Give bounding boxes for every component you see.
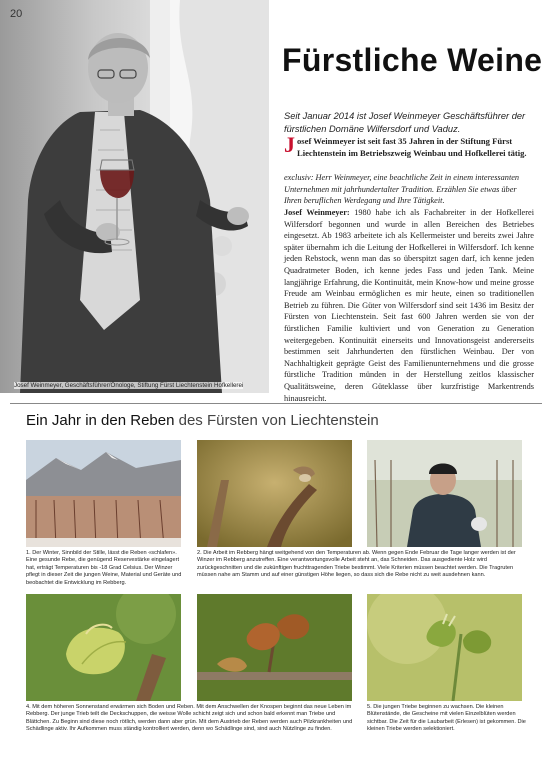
section-title-light: des Fürsten von Liechtenstein bbox=[174, 412, 379, 429]
answer-speaker: Josef Weinmeyer: bbox=[284, 208, 350, 217]
caption-5: 5. Die jungen Triebe beginnen zu wachsen. Die kleinen Blütenstände, die Gescheine mit vielen Einzelblüten werden sichtbar. Die Zeit für die Laubarbeit (Erlesen) ist gekommen. Die kleinen Triebe werden selektioniert. bbox=[367, 704, 526, 733]
answer-text: 1980 habe ich als Fachabreiter in der Hofkellerei Wilfersdorf begonnen und wurde in allen Bereichen des Betriebes eingesetzt. Ab 1983 arbeitete ich als Kellermeister und bereits zwei Jahre später übernahm ich die Leitung der Hofkellerei in Wilfersdorf. Ich kenne jeden Rebstock, wenn man das so überspitzt sagen darf, ich kenne jeden Quadratmeter Boden, ich kenne jedes Fass und jeden Tank. Meine langjährige Erfahrung, die Kontinuität, mein Know-how und meine grosse Freude am Weinbau ermöglichen es mir heute, einen so traditionellen Betrieb zu führen. Die Güter von Wilfersdorf sind seit 1436 im Besitz der Fürsten von Liechtenstein. Seit fast 600 Jahren werden sie von der fürstlichen Familie kultiviert und von Generation zu Generation weitergegeben. Kontinuität einerseits und Innovationsgeist andererseits bestimmen seit Jahrhunderten den fürstlichen Weinbau. Der von Nachhaltigkeit geprägte Geist des Familienunternehmens und die grosse fürstliche Tradition münden in der Herstellung zeitlos klassischer Qualitätsweine, deren Güteklasse über kurzfristige Markentrends hinausreicht. bbox=[284, 208, 534, 403]
article-lead bbox=[284, 132, 534, 159]
article-title: Fürstliche Weine bbox=[282, 42, 543, 78]
caption-1: 1. Der Winter, Sinnbild der Stille, lässt die Reben «schlafen». Eine gesunde Rebe, die genügend Reservestärke eingelagert hat, erträgt Temperaturen bis -18 Grad Celsius. Der Winzer pflegt in dieser Zeit die jungen Weine, Material und Geräte und beobachtet die Entwicklung im Rebberg. bbox=[26, 550, 182, 586]
section-title bbox=[26, 412, 379, 429]
caption-4: 4. Mit dem höheren Sonnenstand erwärmen sich Boden und Reben. Mit dem Anschwellen der Knospen beginnt das neue Leben im Rebberg. Der junge Trieb teilt die Deckschuppen, die weisse Wolle schicht zeigt sich und schon bald erkennt man Triebe und Blättchen. Zu Beginn sind diese noch rötlich, werden dann aber grün. Mit dem Austrieb der Reben werden auch Pilzkrankheiten und Schädlinge aktiv. Ihr Aufkommen muss ständig kontrolliert werden, denn wo Schädlinge sind, sind auch Nützlinge zu finden. bbox=[26, 704, 353, 733]
photo-young-shoots bbox=[197, 594, 352, 701]
section-divider bbox=[10, 403, 542, 404]
interview-answer bbox=[284, 207, 534, 404]
section-title-bold: Ein Jahr in den Reben bbox=[26, 412, 175, 429]
photo-pruned-vine bbox=[197, 440, 352, 547]
photo-winemaker bbox=[367, 440, 522, 547]
dropcap: J bbox=[284, 132, 295, 157]
lead-text: osef Weinmeyer ist seit fast 35 Jahren in der Stiftung Fürst Liechtenstein im Betriebszweig Weinbau und Hofkellerei tätig. bbox=[297, 136, 527, 158]
photo-budding-leaves bbox=[26, 594, 181, 701]
article-intro: Seit Januar 2014 ist Josef Weinmeyer Geschäftsführer der fürstlichen Domäne Wilfersdorf und Vaduz. bbox=[284, 111, 526, 134]
page-number: 20 bbox=[10, 8, 23, 20]
portrait-photo bbox=[0, 0, 269, 393]
interview-question: exclusiv: Herr Weinmeyer, eine beachtliche Zeit in einem interessanten Unternehmen mit jahrhundertalter Tradition. Erzählen Sie etwas über Ihren beruflichen Werdegang und Ihre Tätigkeit. bbox=[284, 173, 520, 206]
caption-2: 2. Die Arbeit im Rebberg hängt weitgehend von den Temperaturen ab. Wenn gegen Ende Februar die Tage langer werden ist der Winzer im Rebberg anzutreffen. Eine verantwortungsvolle Arbeit steht an, das Schneiden. Das ausgediente Holz wird zurückgeschnitten und die zukünftigen fruchttragenden Triebe bestimmt. Viele Kriterien müssen beachtet werden. Die Tragruten müssen nahe am Stamm und auf einer günstigen Höhe liegen, so dass sich die Rebe nicht zu weit ausdehnen kann. bbox=[197, 550, 516, 579]
portrait-illustration bbox=[0, 0, 269, 393]
photo-winter-vineyard bbox=[26, 440, 181, 547]
photo-flower-clusters bbox=[367, 594, 522, 701]
portrait-caption: Josef Weinmeyer, Geschäftsführer/Önologe, Stiftung Fürst Liechtenstein Hofkellerei bbox=[14, 382, 244, 389]
